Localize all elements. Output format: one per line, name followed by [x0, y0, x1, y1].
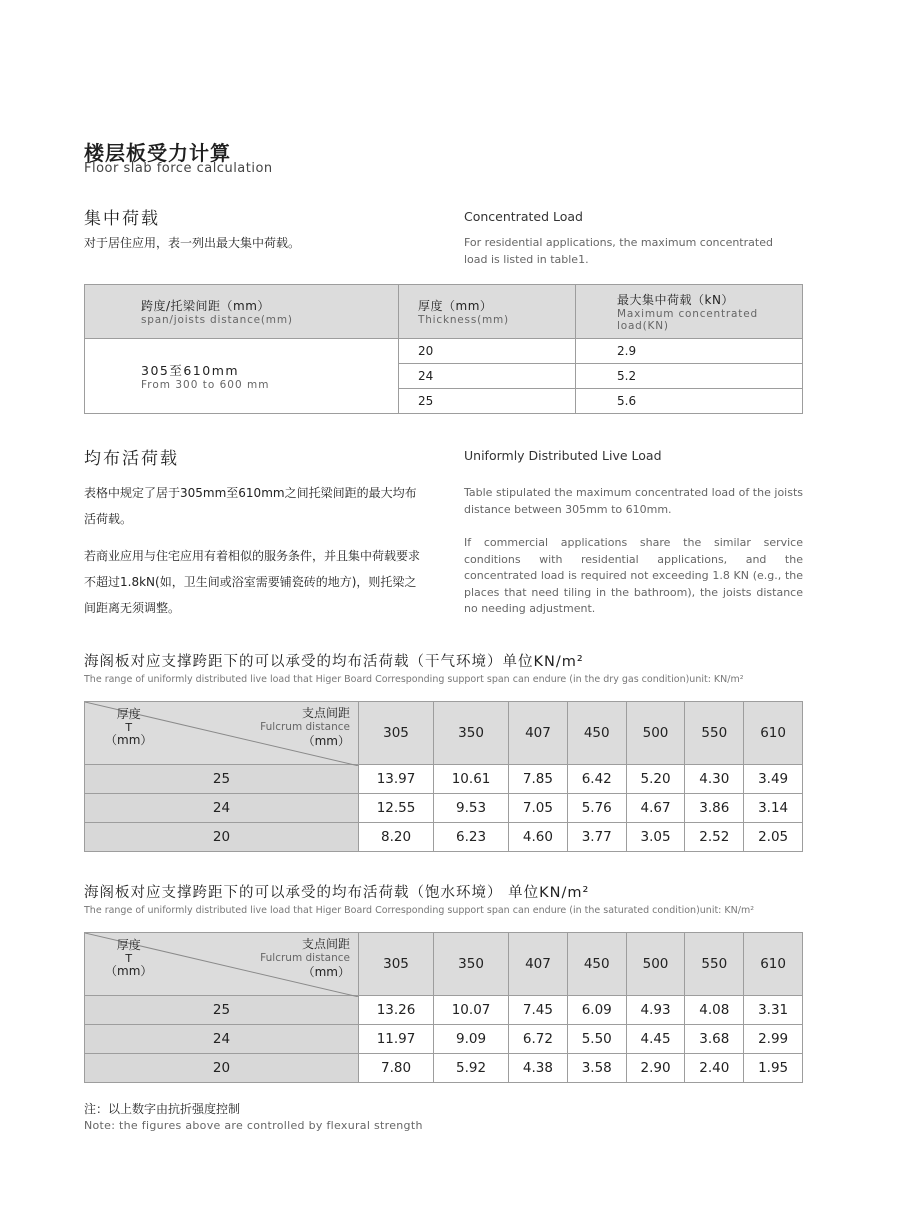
span-header: 350: [434, 933, 509, 996]
t1-thickness: 25: [399, 389, 576, 414]
t1-header-span: 跨度/托梁间距（mm） span/joists distance(mm): [85, 285, 399, 339]
load-value: 5.20: [626, 765, 685, 794]
load-value: 4.08: [685, 996, 744, 1025]
load-value: 3.05: [626, 823, 685, 852]
dry-load-table: [84, 701, 803, 852]
load-value: 1.95: [744, 1054, 803, 1083]
load-value: 4.38: [509, 1054, 568, 1083]
uniform-title-en: Uniformly Distributed Live Load: [464, 448, 662, 463]
span-header: 450: [567, 933, 626, 996]
load-value: 9.09: [434, 1025, 509, 1054]
uniform-para2-cn: 若商业应用与住宅应用有着相似的服务条件，并且集中荷载要求不超过1.8kN(如，卫生间或浴室需要铺瓷砖的地方)，则托梁之间距离无须调整。: [84, 549, 421, 615]
page-title: 楼层板受力计算: [84, 141, 231, 165]
dry-table-title-en: The range of uniformly distributed live load that Higer Board Corresponding support span can endure (in the dry gas condition)unit: KN/m²: [84, 674, 744, 685]
load-value: 3.58: [567, 1054, 626, 1083]
span-header: 407: [509, 702, 568, 765]
load-value: 2.52: [685, 823, 744, 852]
concentrated-desc-en: For residential applications, the maximum concentrated load is listed in table1.: [464, 236, 773, 266]
uniform-para1-en: Table stipulated the maximum concentrated load of the joists distance between 305mm to 610mm.: [464, 486, 803, 516]
load-value: 10.07: [434, 996, 509, 1025]
span-header: 500: [626, 933, 685, 996]
dry-table-title-cn: 海阁板对应支撑跨距下的可以承受的均布活荷载（干气环境）单位KN/m²: [84, 654, 584, 670]
load-value: 13.26: [359, 996, 434, 1025]
table-row: [85, 996, 803, 1025]
load-value: 7.80: [359, 1054, 434, 1083]
load-value: 11.97: [359, 1025, 434, 1054]
load-value: 4.93: [626, 996, 685, 1025]
t1-header-load: 最大集中荷载（kN） Maximum concentrated load(KN): [576, 285, 803, 339]
load-value: 4.30: [685, 765, 744, 794]
load-value: 3.77: [567, 823, 626, 852]
row-thickness: 24: [85, 1025, 359, 1054]
row-thickness: 25: [85, 765, 359, 794]
load-value: 9.53: [434, 794, 509, 823]
load-value: 4.67: [626, 794, 685, 823]
table-row: [85, 765, 803, 794]
span-header: 350: [434, 702, 509, 765]
load-value: 5.76: [567, 794, 626, 823]
table-row: [85, 1025, 803, 1054]
span-label: 支点间距 Fulcrum distance （mm）: [260, 706, 350, 748]
load-value: 8.20: [359, 823, 434, 852]
row-thickness: 25: [85, 996, 359, 1025]
concentrated-title-en: Concentrated Load: [464, 209, 583, 224]
wet-table-title-en: The range of uniformly distributed live load that Higer Board Corresponding support span can endure (in the saturated condition)unit: KN/m²: [84, 905, 755, 916]
span-header: 450: [567, 702, 626, 765]
span-header: 550: [685, 702, 744, 765]
span-header: 305: [359, 933, 434, 996]
table-row: [85, 1054, 803, 1083]
load-value: 5.50: [567, 1025, 626, 1054]
load-value: 6.09: [567, 996, 626, 1025]
concentrated-desc-cn: 对于居住应用，表一列出最大集中荷载。: [84, 236, 301, 250]
load-value: 2.90: [626, 1054, 685, 1083]
concentrated-load-table: [84, 284, 803, 414]
t1-thickness: 24: [399, 364, 576, 389]
load-value: 12.55: [359, 794, 434, 823]
uniform-title-cn: 均布活荷载: [84, 449, 179, 469]
wet-load-table: [84, 932, 803, 1083]
page-subtitle: Floor slab force calculation: [84, 161, 273, 176]
thickness-label: 厚度 T （mm）: [105, 938, 153, 978]
load-value: 3.49: [744, 765, 803, 794]
t1-load: 5.6: [576, 389, 803, 414]
span-header: 305: [359, 702, 434, 765]
load-value: 5.92: [434, 1054, 509, 1083]
t1-span-cell: 305至610mm From 300 to 600 mm: [85, 339, 399, 414]
table-row: [85, 339, 803, 364]
load-value: 2.05: [744, 823, 803, 852]
thickness-label: 厚度 T （mm）: [105, 707, 153, 747]
header-diagonal-cell: [85, 933, 359, 996]
load-value: 3.31: [744, 996, 803, 1025]
span-header: 500: [626, 702, 685, 765]
row-thickness: 20: [85, 1054, 359, 1083]
t1-load: 2.9: [576, 339, 803, 364]
load-value: 3.68: [685, 1025, 744, 1054]
load-value: 7.05: [509, 794, 568, 823]
load-value: 3.86: [685, 794, 744, 823]
table-row: [85, 794, 803, 823]
concentrated-title-cn: 集中荷载: [84, 209, 160, 229]
t1-thickness: 20: [399, 339, 576, 364]
load-value: 4.45: [626, 1025, 685, 1054]
uniform-para2-en: If commercial applications share the similar service conditions with residential applications, and the concentrated load is required not exceeding 1.8 KN (e.g., the places that need tiling in the bathroom), the joists distance no needing adjustment.: [464, 536, 803, 615]
load-value: 2.99: [744, 1025, 803, 1054]
load-value: 7.45: [509, 996, 568, 1025]
t1-load: 5.2: [576, 364, 803, 389]
wet-table-title-cn: 海阁板对应支撑跨距下的可以承受的均布活荷载（饱水环境） 单位KN/m²: [84, 885, 590, 901]
load-value: 3.14: [744, 794, 803, 823]
load-value: 6.72: [509, 1025, 568, 1054]
load-value: 2.40: [685, 1054, 744, 1083]
t1-header-thickness: 厚度（mm） Thickness(mm): [399, 285, 576, 339]
load-value: 10.61: [434, 765, 509, 794]
table-row: [85, 823, 803, 852]
uniform-para1-cn: 表格中规定了居于305mm至610mm之间托梁间距的最大均布活荷载。: [84, 486, 417, 526]
load-value: 7.85: [509, 765, 568, 794]
load-value: 6.23: [434, 823, 509, 852]
note-en: Note: the figures above are controlled by flexural strength: [84, 1119, 423, 1132]
span-header: 610: [744, 933, 803, 996]
load-value: 4.60: [509, 823, 568, 852]
load-value: 13.97: [359, 765, 434, 794]
span-header: 550: [685, 933, 744, 996]
span-header: 407: [509, 933, 568, 996]
load-value: 6.42: [567, 765, 626, 794]
span-header: 610: [744, 702, 803, 765]
header-diagonal-cell: [85, 702, 359, 765]
row-thickness: 24: [85, 794, 359, 823]
span-label: 支点间距 Fulcrum distance （mm）: [260, 937, 350, 979]
row-thickness: 20: [85, 823, 359, 852]
note-cn: 注：以上数字由抗折强度控制: [84, 1102, 241, 1116]
